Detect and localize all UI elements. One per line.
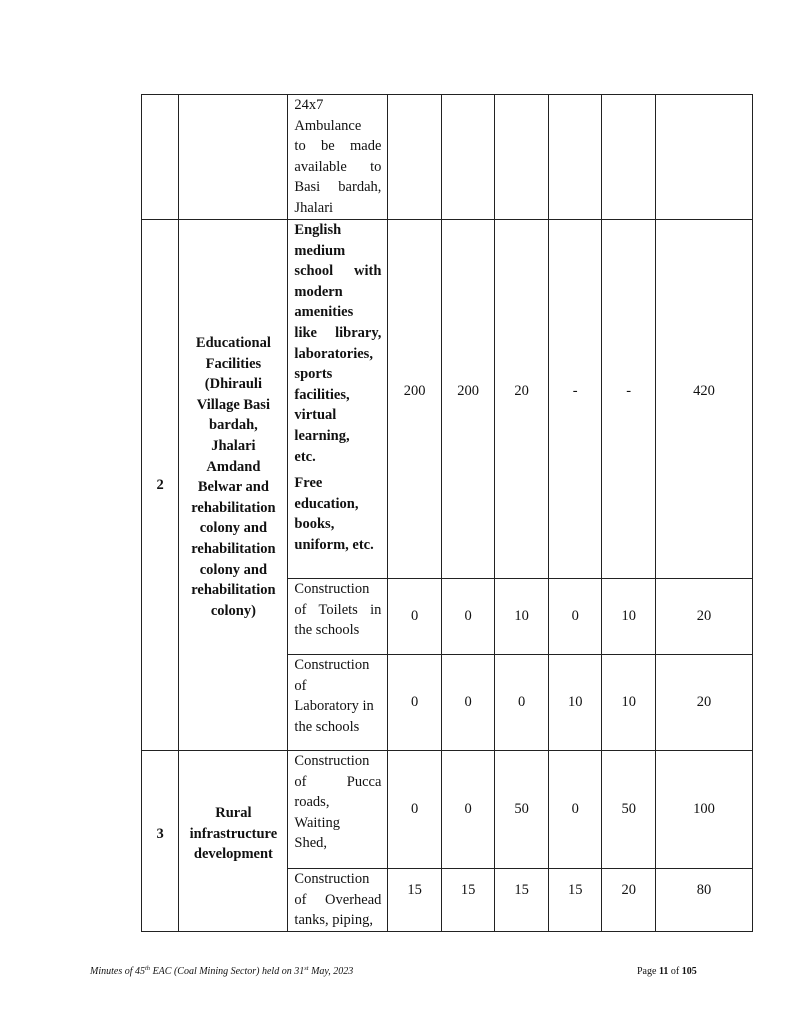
value-cell: 10	[495, 579, 549, 655]
component-name-line: Facilities	[205, 355, 262, 372]
value-cell	[548, 95, 602, 220]
component-name-line: colony and	[199, 561, 268, 578]
current-page: 11	[658, 966, 669, 977]
value-cell	[495, 95, 549, 220]
component-name-line: Rural	[215, 805, 252, 821]
activity-line: of	[294, 677, 307, 694]
activity-line: of Overhead	[294, 891, 382, 908]
total-cell: 100	[655, 751, 752, 869]
value-cell	[441, 95, 495, 220]
value-cell: 10	[602, 579, 656, 655]
value-cell: 15	[548, 869, 602, 932]
activity-line: medium	[294, 242, 346, 259]
activity-line: Construction	[294, 871, 370, 887]
value-cell: 50	[495, 751, 549, 869]
value-cell: 0	[388, 579, 442, 655]
value-cell: 20	[602, 869, 656, 932]
activity-line: 24x7	[294, 97, 324, 113]
value-cell: 15	[441, 869, 495, 932]
activity-line: to be made	[294, 138, 382, 155]
activity-line: tanks, piping,	[294, 912, 373, 929]
component-name	[179, 751, 288, 932]
footer-ordinal: th	[145, 965, 151, 972]
component-name-line: colony and	[199, 520, 268, 537]
value-cell: 0	[388, 655, 442, 751]
activity-line: school with	[294, 263, 382, 280]
table-row	[142, 751, 753, 869]
activity-line: the schools	[294, 718, 360, 735]
activity-cell	[288, 655, 388, 751]
activity-line: Laboratory in	[294, 698, 374, 715]
page-label: Page	[637, 966, 659, 977]
activity-line: virtual	[294, 407, 337, 424]
value-cell: 10	[548, 655, 602, 751]
activity-cell	[288, 220, 388, 579]
component-name-line: bardah,	[209, 417, 258, 434]
activity-line: of Pucca	[294, 773, 382, 790]
value-cell: 20	[495, 220, 549, 579]
activity-line: available to	[294, 158, 382, 175]
activity-line: Free	[294, 475, 323, 492]
activity-line: roads,	[294, 794, 330, 811]
total-cell: 20	[655, 655, 752, 751]
activity-line: laboratories,	[294, 345, 373, 362]
component-name-line: Jhalari	[211, 437, 256, 454]
total-cell: 80	[655, 869, 752, 932]
footer-ordinal: st	[304, 965, 309, 972]
value-cell	[388, 95, 442, 220]
value-cell: 10	[602, 655, 656, 751]
activity-cell	[288, 751, 388, 869]
component-name	[179, 220, 288, 751]
mitigation-cost-table	[141, 94, 753, 932]
value-cell: 0	[388, 751, 442, 869]
activity-line: Shed,	[294, 835, 328, 852]
footer-text: May, 2023	[308, 966, 354, 977]
component-name-line: Amdand	[206, 458, 261, 475]
value-cell: 15	[495, 869, 549, 932]
value-cell: -	[602, 220, 656, 579]
value-cell: 0	[548, 579, 602, 655]
footer-page-number	[637, 966, 697, 977]
value-cell	[602, 95, 656, 220]
total-pages: 105	[681, 966, 697, 977]
activity-cell	[288, 579, 388, 655]
activity-line: the schools	[294, 622, 360, 639]
activity-line: Construction	[294, 657, 370, 673]
activity-line: Ambulance	[294, 117, 362, 134]
activity-line: amenities	[294, 304, 354, 321]
total-cell: 20	[655, 579, 752, 655]
component-name-line: colony)	[210, 602, 256, 619]
total-cell: 420	[655, 220, 752, 579]
activity-line: Jhalari	[294, 199, 334, 216]
value-cell: 200	[388, 220, 442, 579]
value-cell: 200	[441, 220, 495, 579]
value-cell: 0	[441, 579, 495, 655]
component-name-line: Village Basi	[196, 396, 270, 413]
activity-line: Construction	[294, 753, 370, 769]
component-name-line: rehabilitation	[191, 499, 276, 516]
activity-line: Waiting	[294, 814, 340, 831]
activity-line: like library,	[294, 324, 382, 341]
activity-line: sports	[294, 366, 333, 383]
component-name-line: rehabilitation	[191, 582, 276, 599]
activity-line: of Toilets in	[294, 601, 382, 618]
component-name-line: infrastructure	[189, 825, 278, 842]
activity-line: facilities,	[294, 386, 350, 403]
activity-line: education,	[294, 495, 359, 512]
value-cell: 0	[495, 655, 549, 751]
value-cell: 50	[602, 751, 656, 869]
value-cell: -	[548, 220, 602, 579]
value-cell: 0	[441, 751, 495, 869]
total-cell	[655, 95, 752, 220]
footer-text: EAC (Coal Mining Sector) held on 31	[150, 966, 305, 977]
footer-text: Minutes of 45	[90, 966, 145, 977]
component-name-line: development	[193, 846, 273, 863]
activity-line: etc.	[294, 448, 316, 465]
activity-line: English	[294, 222, 342, 238]
value-cell: 0	[548, 751, 602, 869]
component-name-line: Belwar and	[197, 479, 269, 496]
activity-line: uniform, etc.	[294, 536, 374, 553]
activity-line: modern	[294, 283, 343, 300]
component-name-line: (Dhirauli	[204, 376, 262, 393]
activity-line: learning,	[294, 427, 350, 444]
activity-cell	[288, 869, 388, 932]
page-label: of	[668, 966, 682, 977]
activity-cell	[288, 95, 388, 220]
activity-line: books,	[294, 516, 335, 533]
component-name-line: Educational	[195, 335, 271, 351]
footer-meeting-reference	[90, 966, 353, 977]
value-cell: 0	[441, 655, 495, 751]
serial-number: 3	[142, 751, 179, 932]
component-cell	[179, 95, 288, 220]
serial-number: 2	[142, 220, 179, 751]
value-cell: 15	[388, 869, 442, 932]
table-row	[142, 95, 753, 220]
activity-line: Basi bardah,	[294, 179, 382, 196]
serial-cell	[142, 95, 179, 220]
activity-line: Construction	[294, 581, 370, 597]
component-name-line: rehabilitation	[191, 540, 276, 557]
table-row	[142, 220, 753, 579]
